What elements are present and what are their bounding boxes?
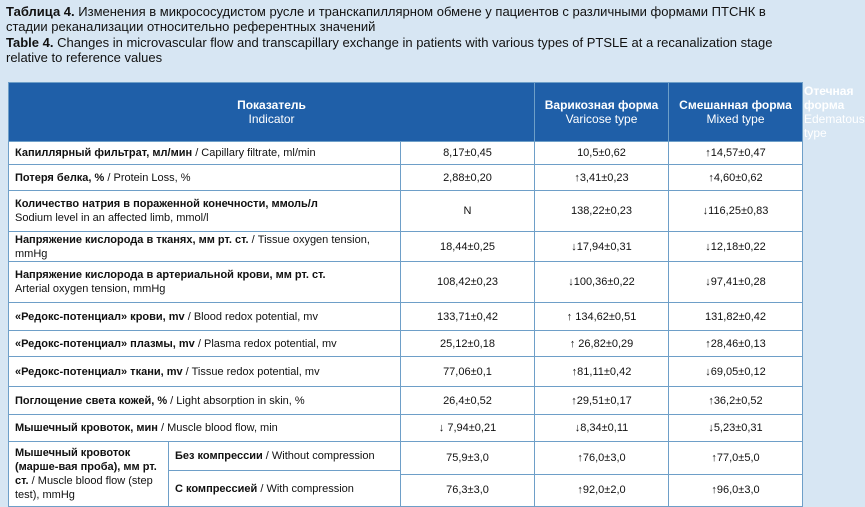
cell-edematous: ↑4,60±0,62 [669,165,803,191]
caption-en-label: Table 4. [6,35,54,50]
row-label: «Редокс-потенциал» ткани, mv / Tissue redox potential, mv [9,357,401,387]
table-row [9,262,803,303]
cell-edematous: ↓116,25±0,83 [669,191,803,232]
cell-varicose: 8,17±0,45 [401,142,535,165]
table-row [9,387,803,415]
cell-edematous: ↑36,2±0,52 [669,387,803,415]
group-label: Мышечный кровоток (марше-вая проба), мм рт. ст. / Muscle blood flow (step test), mmHg [9,442,169,506]
cell-mixed: ↓8,34±0,11 [535,415,669,442]
cell-mixed: ↓17,94±0,31 [535,232,669,262]
cell-mixed: ↑29,51±0,17 [535,387,669,415]
group-subrows [169,442,400,506]
cell-varicose: 76,3±3,0 [401,474,535,507]
row-label: «Редокс-потенциал» крови, mv / Blood redox potential, mv [9,303,401,331]
cell-edematous: ↓5,23±0,31 [669,415,803,442]
data-table [8,82,865,507]
cell-varicose: 77,06±0,1 [401,357,535,387]
header-indicator: Показатель Indicator [9,83,535,142]
table-row [9,232,803,262]
cell-varicose: 26,4±0,52 [401,387,535,415]
header-varicose: Варикозная форма Varicose type [535,83,669,142]
cell-edematous: ↑96,0±3,0 [669,474,803,507]
caption-en [6,36,805,65]
cell-mixed: ↓100,36±0,22 [535,262,669,303]
row-label: «Редокс-потенциал» плазмы, mv / Plasma redox potential, mv [9,331,401,357]
cell-edematous: ↓12,18±0,22 [669,232,803,262]
cell-varicose: 75,9±3,0 [401,442,535,475]
cell-mixed: 138,22±0,23 [535,191,669,232]
cell-edematous: ↑77,0±5,0 [669,442,803,475]
table-row [9,303,803,331]
row-label: Напряжение кислорода в тканях, мм рт. ст. / Tissue oxygen tension, mmHg [9,232,401,262]
cell-mixed: ↑ 26,82±0,29 [535,331,669,357]
table-row [9,142,803,165]
table-row [9,415,803,442]
caption-en-text: Changes in microvascular flow and transcapillary exchange in patients with various types of PTSLE at a recanalization stage relative to reference values [6,35,773,65]
cell-mixed: ↑76,0±3,0 [535,442,669,475]
row-label: Напряжение кислорода в артериальной крови, мм рт. ст. Arterial oxygen tension, mmHg [9,262,401,303]
subrow-label-without: Без компрессии / Without compression [169,442,400,471]
cell-varicose: 133,71±0,42 [401,303,535,331]
row-label: Капиллярный фильтрат, мл/мин / Capillary filtrate, ml/min [9,142,401,165]
cell-varicose: 18,44±0,25 [401,232,535,262]
cell-varicose: 25,12±0,18 [401,331,535,357]
cell-mixed: ↑81,11±0,42 [535,357,669,387]
header-mixed: Смешанная форма Mixed type [669,83,803,142]
cell-edematous: ↓69,05±0,12 [669,357,803,387]
subrow-label-with: С компрессией / With compression [175,482,354,495]
cell-varicose: 108,42±0,23 [401,262,535,303]
cell-edematous: ↓97,41±0,28 [669,262,803,303]
table-row [9,191,803,232]
cell-mixed: ↑ 134,62±0,51 [535,303,669,331]
table-row [9,165,803,191]
caption-ru [6,5,805,34]
caption-ru-label: Таблица 4. [6,4,75,19]
table-row [9,357,803,387]
row-label: Потеря белка, % / Protein Loss, % [9,165,401,191]
cell-varicose: N [401,191,535,232]
table-row [9,442,803,475]
cell-mixed: ↑92,0±2,0 [535,474,669,507]
cell-varicose: 2,88±0,20 [401,165,535,191]
cell-varicose: ↓ 7,94±0,21 [401,415,535,442]
cell-edematous: ↑28,46±0,13 [669,331,803,357]
row-label: Мышечный кровоток, мин / Muscle blood flow, min [9,415,401,442]
caption-ru-text: Изменения в микрососудистом русле и транскапиллярном обмене у пациентов с различными формами ПТСНК в стадии реканализации относительно референтных значений [6,4,766,34]
row-label: Количество натрия в пораженной конечности, ммоль/л Sodium level in an affected limb, mmol/l [9,191,401,232]
cell-edematous: ↑14,57±0,47 [669,142,803,165]
cell-edematous: 131,82±0,42 [669,303,803,331]
cell-mixed: 10,5±0,62 [535,142,669,165]
row-label: Поглощение света кожей, % / Light absorption in skin, % [9,387,401,415]
table-row [9,331,803,357]
row-label-group [9,442,401,507]
table-header-row: Показатель Indicator Варикозная форма Varicose type Смешанная форма Mixed type Отечная форма Edematous type [9,83,803,142]
cell-mixed: ↑3,41±0,23 [535,165,669,191]
